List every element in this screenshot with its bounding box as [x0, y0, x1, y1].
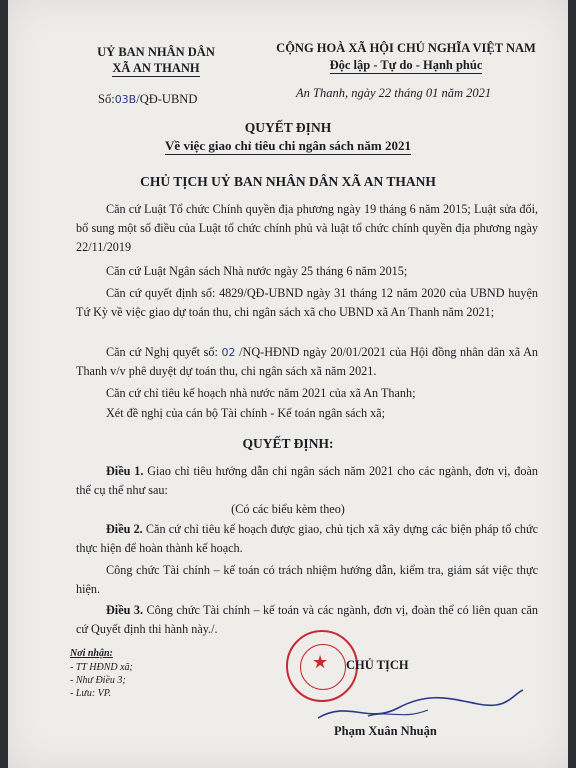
preamble-4: Căn cứ chỉ tiêu kế hoạch nhà nước năm 2021 của xã An Thanh;	[106, 386, 416, 400]
article-1	[76, 462, 538, 500]
article-3-text: Công chức Tài chính – kế toán và các ngành, đơn vị, đoàn thể có liên quan căn cứ Quyết định thi hành này./.	[76, 603, 538, 636]
doc-number-suffix: /QĐ-UBND	[136, 92, 198, 106]
article-1-text: Giao chỉ tiêu hướng dẫn chi ngân sách năm 2021 cho các ngành, đơn vị, đoàn thể cụ thể như sau:	[76, 464, 538, 497]
decision-heading: QUYẾT ĐỊNH:	[242, 436, 334, 451]
preamble-3: Căn cứ quyết định số: 4829/QĐ-UBND ngày 31 tháng 12 năm 2020 của UBND huyện Tứ Kỳ về việc giao dự toán thu, chi ngân sách xã cho UBND xã An Thanh năm 2021;	[76, 286, 538, 319]
signature-scribble	[308, 680, 528, 730]
nation-line2: Độc lập - Tự do - Hạnh phúc	[329, 58, 483, 72]
issue-date: An Thanh, ngày 22 tháng 01 năm 2021	[296, 86, 492, 100]
doc-number-handwritten: 03B	[114, 93, 137, 106]
doc-number-prefix: Số:	[98, 92, 115, 106]
article-1-label: Điều 1.	[106, 464, 144, 478]
article-3-label: Điều 3.	[106, 603, 143, 617]
resolution-suffix: /NQ-HĐND ngày 20/01/2021 của Hội đồng nhân dân xã An Thanh v/v phê duyệt dự toán thu, chi ngân sách xã năm 2021.	[76, 345, 538, 378]
signer-title: CHỦ TỊCH	[346, 658, 409, 672]
preamble-5: Xét đề nghị của cán bộ Tài chính - Kế toán ngân sách xã;	[106, 406, 385, 420]
recipient-item: - Lưu: VP.	[70, 688, 112, 699]
recipient-item: - TT HĐND xã;	[70, 662, 133, 673]
national-motto	[256, 40, 556, 74]
doc-type-title: QUYẾT ĐỊNH	[244, 120, 332, 135]
authority-title: CHỦ TỊCH UỶ BAN NHÂN DÂN XÃ AN THANH	[140, 174, 436, 189]
article-2-extra: Công chức Tài chính – kế toán có trách nhiệm hướng dẫn, kiểm tra, giám sát việc thực hiện.	[76, 563, 538, 596]
resolution-basis	[76, 343, 538, 381]
preamble-1: Căn cứ Luật Tổ chức Chính quyền địa phương ngày 19 tháng 6 năm 2015; Luật sửa đổi, bổ sung một số điều của Luật tổ chức chính phủ và luật tổ chức chính quyền địa phương ngày 22/11/2019	[76, 202, 538, 254]
signer-name: Phạm Xuân Nhuận	[334, 724, 437, 738]
issuing-authority	[68, 44, 244, 76]
star-icon: ★	[312, 652, 329, 673]
doc-subject: Về việc giao chỉ tiêu chi ngân sách năm 2021	[165, 138, 411, 153]
article-2	[76, 520, 538, 558]
document-number	[98, 92, 197, 107]
preamble-2: Căn cứ Luật Ngân sách Nhà nước ngày 25 tháng 6 năm 2015;	[106, 264, 408, 278]
nation-line1: CỘNG HOÀ XÃ HỘI CHỦ NGHĨA VIỆT NAM	[276, 41, 536, 55]
org-line1: UỶ BAN NHÂN DÂN	[97, 45, 215, 59]
resolution-prefix: Căn cứ Nghị quyết số:	[106, 345, 218, 359]
article-1-note: (Có các biểu kèm theo)	[231, 502, 345, 516]
article-2-text: Căn cứ chỉ tiêu kế hoạch được giao, chủ tịch xã xây dựng các biện pháp tổ chức thực hiện để hoàn thành kế hoạch.	[76, 522, 539, 555]
article-2-label: Điều 2.	[106, 522, 143, 536]
recipient-item: - Như Điều 3;	[70, 675, 126, 686]
org-line2: XÃ AN THANH	[112, 61, 200, 75]
resolution-number-handwritten: 02	[221, 346, 236, 359]
recipients-heading: Nơi nhận:	[70, 648, 113, 659]
document-page	[8, 0, 568, 768]
